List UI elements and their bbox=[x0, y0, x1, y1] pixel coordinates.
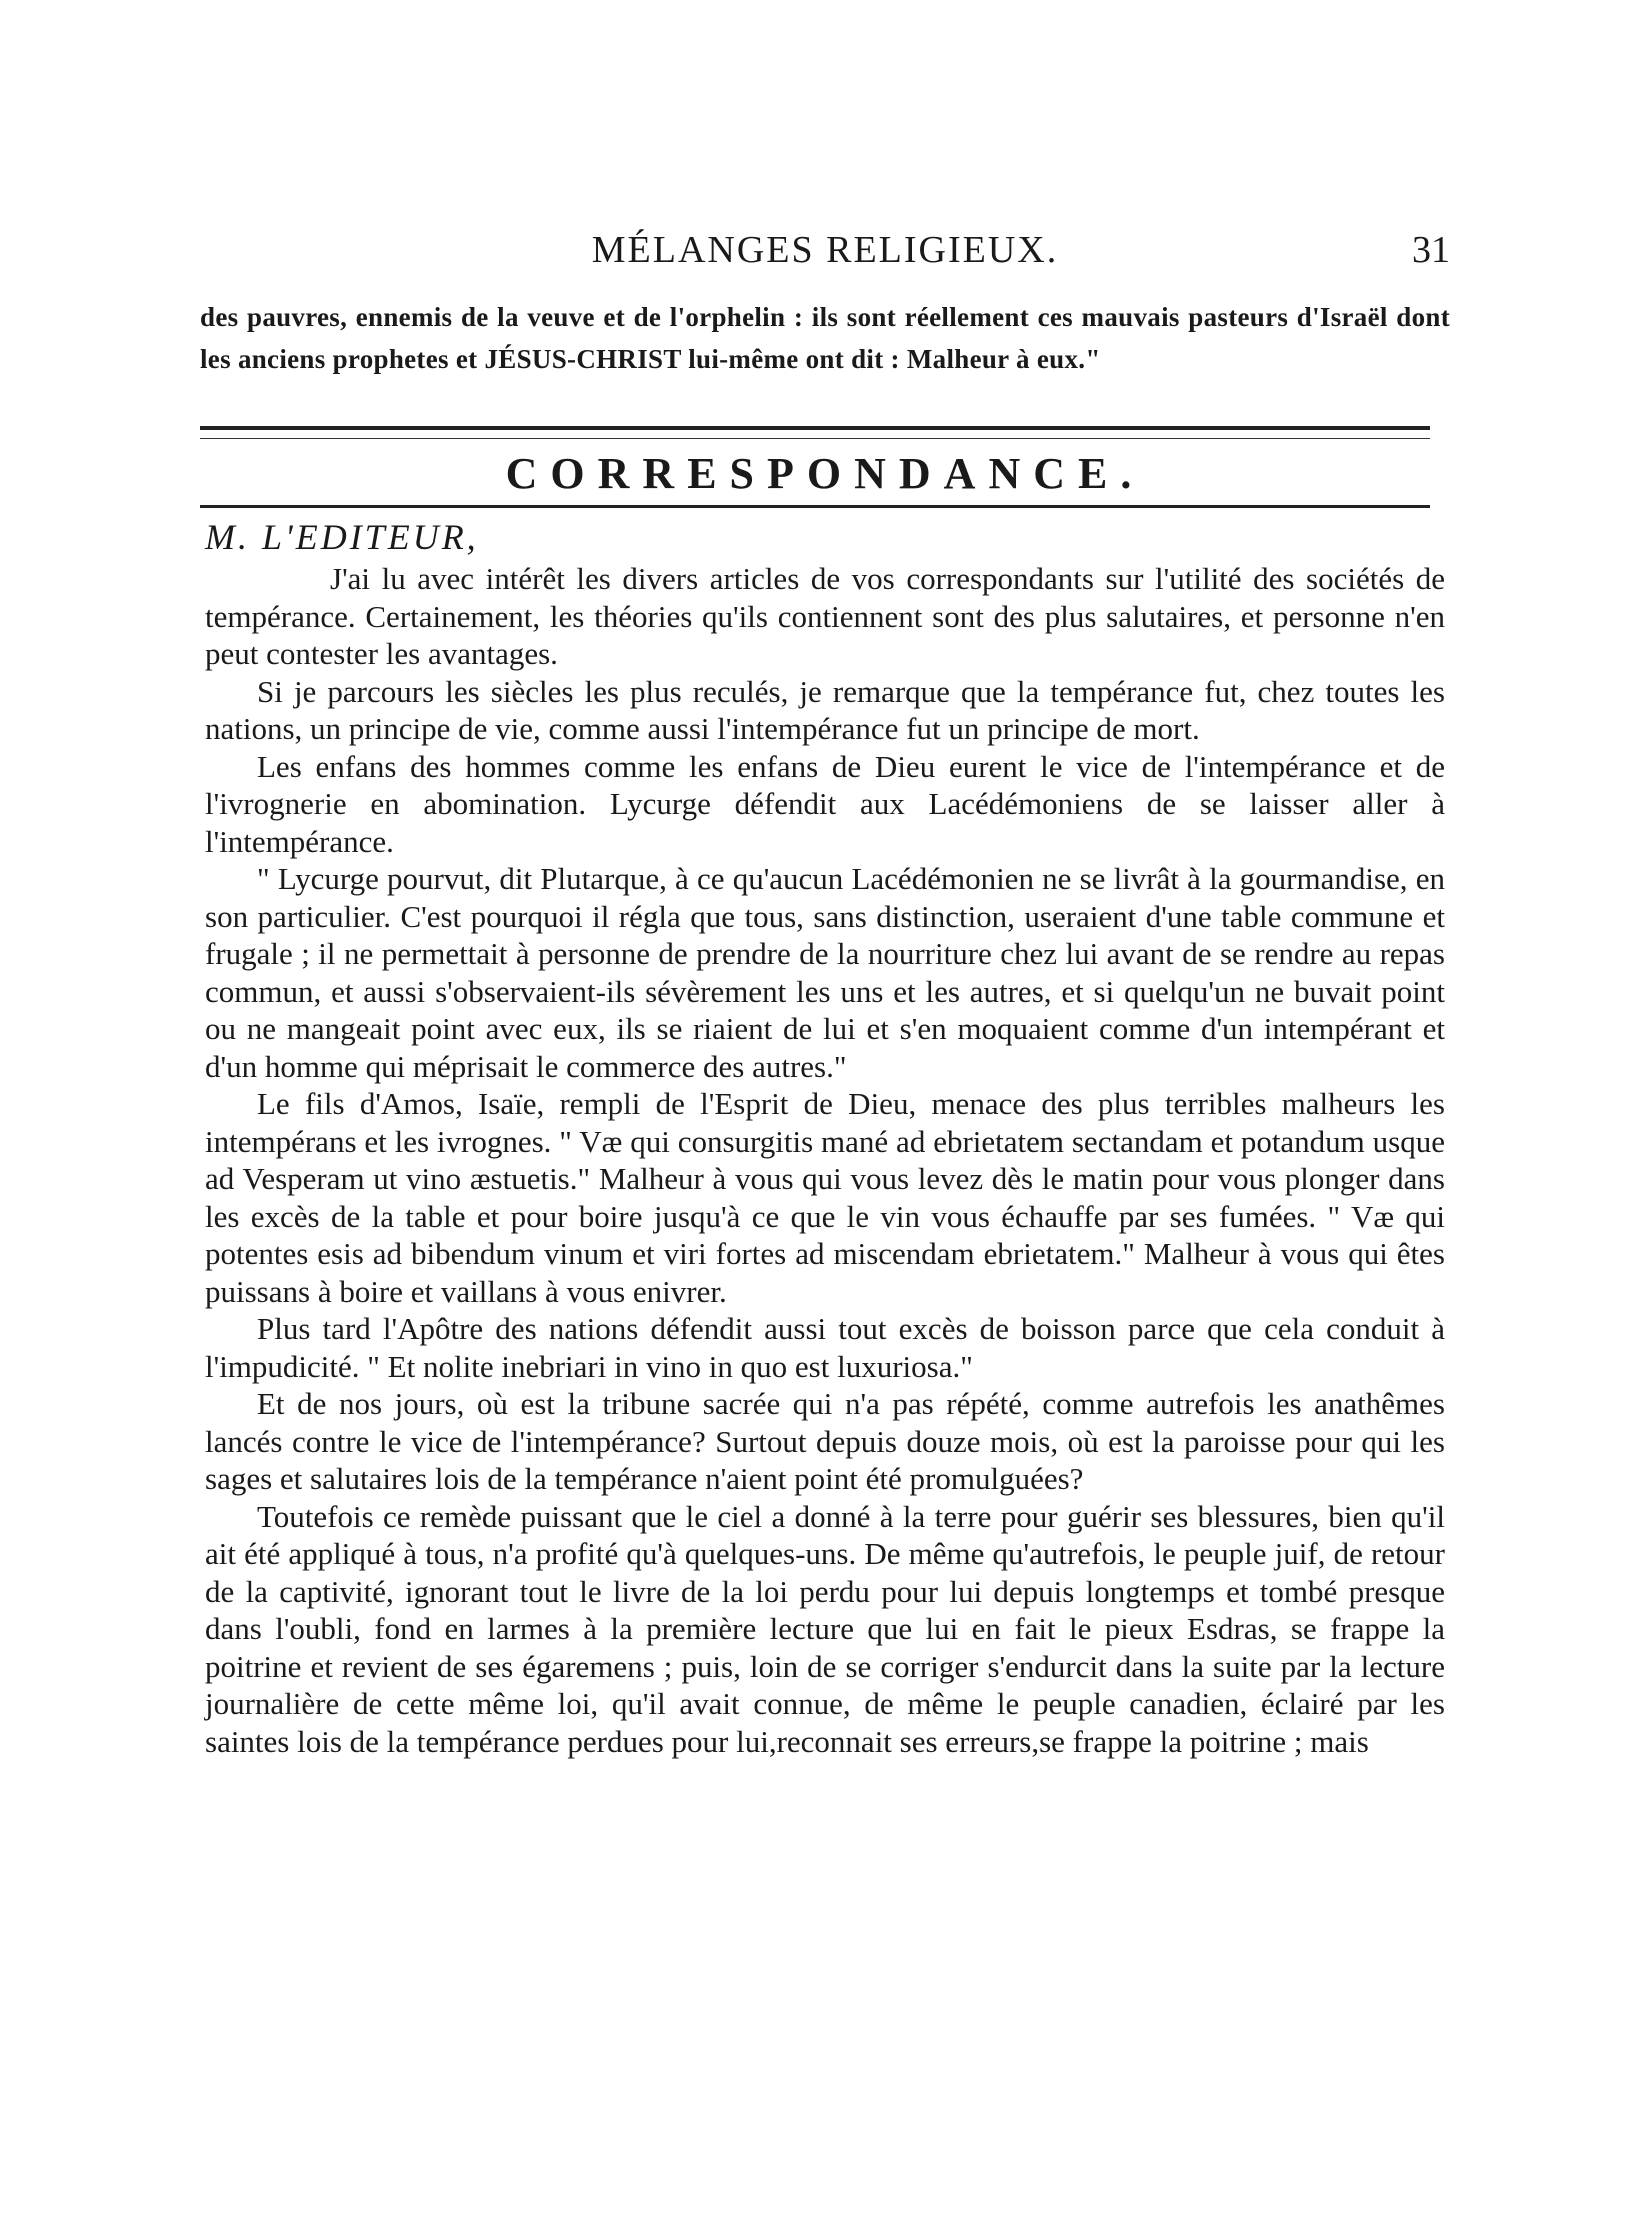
divider-thick bbox=[200, 426, 1430, 430]
section-title: CORRESPONDANCE. bbox=[505, 449, 1145, 498]
letter-paragraph: " Lycurge pourvut, dit Plutarque, à ce qu'aucun Lacédémonien ne se livrât à la gourmandise, en son particulier. C'est pourquoi il régla que tous, sans distinction, useraient d'une table commune et frugale ; il ne permettait à personne de prendre de la nourriture chez lui avant de se rendre au repas commun, et aussi s'observaient-ils sévèrement les uns et les autres, et si quelqu'un ne buvait point ou ne mangeait point avec eux, ils se riaient de lui et s'en moquaient comme d'un intempérant et d'un homme qui méprisait le commerce des autres." bbox=[205, 861, 1445, 1084]
letter-paragraph: J'ai lu avec intérêt les divers articles de vos correspondants sur l'utilité des sociétés de tempérance. Certainement, les théories qu'ils contiennent sont des plus salutaires, et personne n'en peut contester les avantages. bbox=[205, 561, 1445, 671]
letter-paragraph: Le fils d'Amos, Isaïe, rempli de l'Esprit de Dieu, menace des plus terribles malheurs les intempérans et les ivrognes. " Væ qui consurgitis mané ad ebrietatem sectandam et potandum usque ad Vesperam ut vino æstuetis." Malheur à vous qui vous levez dès le matin pour vous plonger dans les excès de la table et pour boire jusqu'à ce que le vin vous échauffe par ses fumées. " Væ qui potentes esis ad bibendum vinum et viri fortes ad miscendam ebrietatem." Malheur à vous qui êtes puissans à boire et vaillans à vous enivrer. bbox=[205, 1086, 1445, 1309]
letter-paragraph: Si je parcours les siècles les plus reculés, je remarque que la tempérance fut, chez toutes les nations, un principe de vie, comme aussi l'intempérance fut un principe de mort. bbox=[205, 673, 1445, 746]
letter-paragraph: Et de nos jours, où est la tribune sacrée qui n'a pas répété, comme autrefois les anathêmes lancés contre le vice de l'intempérance? Surtout depuis douze mois, où est la paroisse pour qui les sages et salutaires lois de la tempérance n'aient point été promulguées? bbox=[205, 1386, 1445, 1496]
running-title: MÉLANGES RELIGIEUX. bbox=[591, 229, 1059, 271]
page-number: 31 bbox=[1412, 229, 1450, 271]
letter-paragraph: Toutefois ce remède puissant que le ciel a donné à la terre pour guérir ses blessures, bien qu'il ait été appliqué à tous, n'a profité qu'à quelques-uns. De même qu'autrefois, le peuple juif, de retour de la captivité, ignorant tout le livre de la loi perdu pour lui depuis longtemps et tombé presque dans l'oubli, fond en larmes à la première lecture que lui en fait le pieux Esdras, se frappe la poitrine et revient de ses égaremens ; puis, loin de se corriger s'endurcit dans la suite par la lecture journalière de cette même loi, qu'il avait connue, de même le peuple canadien, éclairé par les saintes lois de la tempérance perdues pour lui,reconnait ses erreurs,se frappe la poitrine ; mais bbox=[205, 1498, 1445, 1759]
divider-thin bbox=[200, 438, 1430, 439]
letter-salutation: M. L'EDITEUR, bbox=[205, 517, 479, 557]
letter-body bbox=[205, 560, 1445, 1760]
letter-paragraph: Les enfans des hommes comme les enfans de Dieu eurent le vice de l'intempérance et de l'ivrognerie en abomination. Lycurge défendit aux Lacédémoniens de se laisser aller à l'intempérance. bbox=[205, 748, 1445, 859]
continued-paragraph: des pauvres, ennemis de la veuve et de l'orphelin : ils sont réellement ces mauvais pasteurs d'Israël dont les anciens prophetes et JÉSUS-CHRIST lui-même ont dit : Malheur à eux." bbox=[200, 302, 1450, 374]
letter-paragraph: Plus tard l'Apôtre des nations défendit aussi tout excès de boisson parce que cela conduit à l'impudicité. " Et nolite inebriari in vino in quo est luxuriosa." bbox=[205, 1311, 1445, 1384]
page-header bbox=[200, 228, 1450, 278]
divider-below-title bbox=[200, 505, 1430, 508]
